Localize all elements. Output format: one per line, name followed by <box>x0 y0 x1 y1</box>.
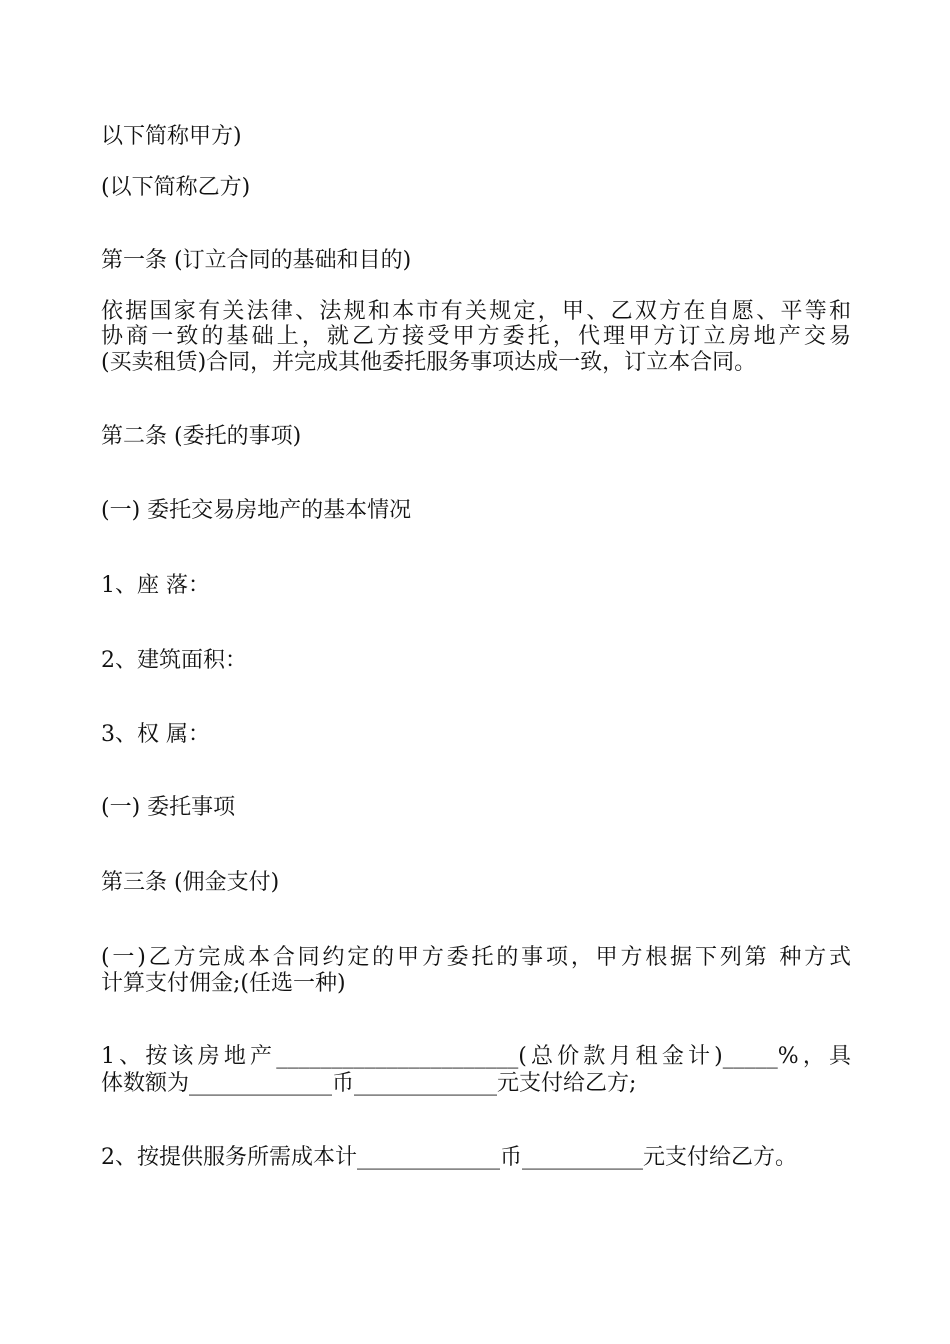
article-3-intro-line-2: 计算支付佣金;(任选一种) <box>101 971 346 996</box>
article-1-body-line-1: 依据国家有关法律、法规和本市有关规定，甲、乙双方在自愿、平等和 <box>101 299 851 324</box>
article-3-heading: 第三条 (佣金支付) <box>101 870 280 895</box>
ownership-item: 3、权 属： <box>101 722 210 747</box>
payment-option-1-line-1: 1、按该房地产______________________(总价款月租金计)_____%，具 <box>101 1044 851 1069</box>
article-1-heading: 第一条 (订立合同的基础和目的) <box>101 248 412 273</box>
party-b-line: (以下简称乙方) <box>101 175 251 200</box>
article-2-section-1: (一) 委托交易房地产的基本情况 <box>101 498 412 523</box>
article-2-section-2: (一) 委托事项 <box>101 795 236 820</box>
article-3-intro-line-1: (一)乙方完成本合同约定的甲方委托的事项，甲方根据下列第 种方式 <box>101 945 851 970</box>
article-1-body-line-3: (买卖租赁)合同，并完成其他委托服务事项达成一致，订立本合同。 <box>101 350 757 375</box>
payment-option-1-line-2: 体数额为_____________币_____________元支付给乙方; <box>101 1071 637 1096</box>
article-1-body-line-2: 协商一致的基础上，就乙方接受甲方委托，代理甲方订立房地产交易 <box>101 324 851 349</box>
payment-option-2: 2、按提供服务所需成本计_____________币___________元支付给乙方。 <box>101 1145 797 1170</box>
article-2-heading: 第二条 (委托的事项) <box>101 424 302 449</box>
party-a-line: 以下简称甲方) <box>101 124 242 149</box>
building-area-item: 2、建筑面积： <box>101 648 247 673</box>
location-item: 1、座 落： <box>101 573 210 598</box>
